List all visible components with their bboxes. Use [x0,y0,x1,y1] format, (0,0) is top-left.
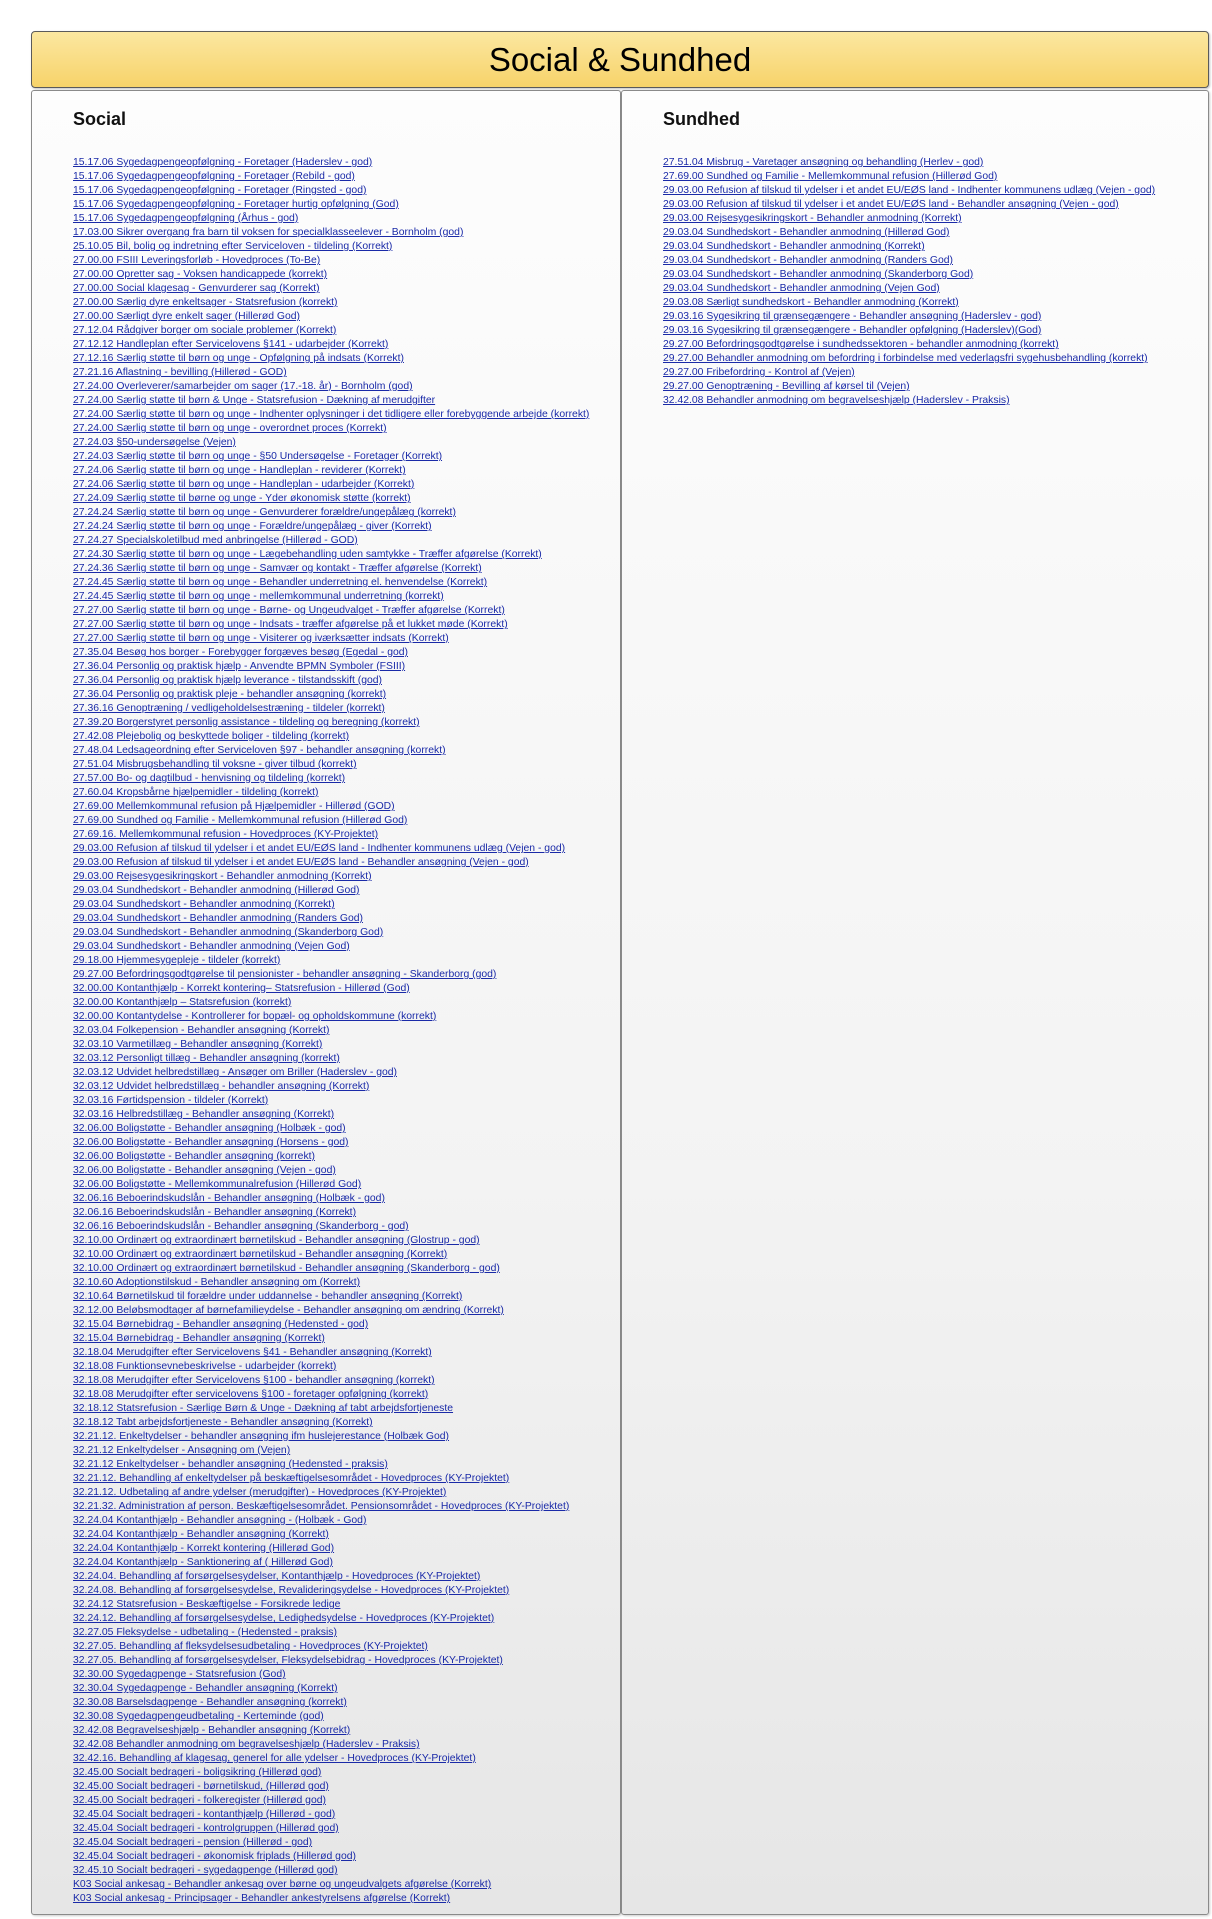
social-list-item [73,462,589,476]
social-list-item [73,364,589,378]
social-process-link[interactable]: 27.00.00 Opretter sag - Voksen handicappede (korrekt) [73,269,328,280]
social-process-link[interactable]: 29.18.00 Hjemmesygepleje - tildeler (korrekt) [73,955,281,966]
social-process-link[interactable]: 32.00.00 Kontanthjælp - Korrekt kontering– Statsrefusion - Hillerød (God) [73,983,410,994]
social-process-link[interactable]: 27.69.00 Sundhed og Familie - Mellemkommunal refusion (Hillerød God) [73,815,408,826]
social-process-link[interactable]: 27.12.12 Handleplan efter Servicelovens §141 - udarbejder (Korrekt) [73,339,389,350]
social-process-link[interactable]: 17.03.00 Sikrer overgang fra barn til voksen for specialklasseelever - Bornholm (god) [73,227,464,238]
social-process-link[interactable]: 32.45.04 Socialt bedrageri - kontrolgruppen (Hillerød god) [73,1823,339,1834]
social-process-link[interactable]: 32.45.04 Socialt bedrageri - pension (Hillerød - god) [73,1837,313,1848]
social-list-item [73,630,589,644]
social-list-item [73,252,589,266]
social-process-link[interactable]: 27.24.24 Særlig støtte til børn og unge - Genvurderer forældre/ungepålæg (korrekt) [73,507,456,518]
social-process-link[interactable]: 32.30.00 Sygedagpenge - Statsrefusion (God) [73,1669,286,1680]
social-process-link[interactable]: 27.21.16 Aflastning - bevilling (Hillerød - GOD) [73,367,287,378]
social-process-link[interactable]: 27.24.27 Specialskoletilbud med anbringelse (Hillerød - GOD) [73,535,358,546]
social-list-item [73,378,589,392]
sundhed-list-item [663,210,1155,224]
social-list-item [73,700,589,714]
social-process-link[interactable]: 32.24.04 Kontanthjælp - Korrekt kontering (Hillerød God) [73,1543,335,1554]
social-list-item [73,294,589,308]
social-process-link[interactable]: 27.00.00 Social klagesag - Genvurderer sag (Korrekt) [73,283,320,294]
social-process-link[interactable]: 27.36.04 Personlig og praktisk hjælp - Anvendte BPMN Symboler (FSIII) [73,661,406,672]
social-list-item [73,490,589,504]
social-list-item [73,336,589,350]
social-list-item [73,686,589,700]
social-process-link[interactable]: 27.69.16. Mellemkommunal refusion - Hovedproces (KY-Projektet) [73,829,379,840]
social-process-link[interactable]: 29.03.04 Sundhedskort - Behandler anmodning (Hillerød God) [73,885,360,896]
social-process-link[interactable]: 27.00.00 Særlig dyre enkeltsager - Statsrefusion (korrekt) [73,297,338,308]
sundhed-list-item [663,364,1155,378]
social-list-item [73,168,589,182]
social-process-link[interactable]: 27.24.00 Overleverer/samarbejder om sager (17.-18. år) - Bornholm (god) [73,381,413,392]
social-list-item [73,350,589,364]
social-list-item [73,308,589,322]
social-process-link[interactable]: 27.24.06 Særlig støtte til børn og unge - Handleplan - reviderer (Korrekt) [73,465,406,476]
social-process-link[interactable]: 32.12.00 Beløbsmodtager af børnefamilieydelse - Behandler ansøgning om ændring (Korrekt) [73,1305,504,1316]
social-list-item [73,266,589,280]
social-heading: Social [73,109,127,129]
social-list-item [73,1554,589,1568]
social-list-item [73,322,589,336]
social-process-link[interactable]: 27.35.04 Besøg hos borger - Forebygger forgæves besøg (Egedal - god) [73,647,408,658]
social-list-item [73,1260,589,1274]
social-list-item [73,1190,589,1204]
social-list-item [73,854,589,868]
social-list-item [73,1820,589,1834]
social-process-link[interactable]: 27.57.00 Bo- og dagtilbud - henvisning og tildeling (korrekt) [73,773,346,784]
social-list-item [73,798,589,812]
social-list-item [73,1624,589,1638]
social-list-item [73,448,589,462]
social-process-link[interactable]: 27.48.04 Ledsageordning efter Serviceloven §97 - behandler ansøgning (korrekt) [73,745,446,756]
sundhed-process-link[interactable]: 29.03.04 Sundhedskort - Behandler anmodning (Randers God) [663,255,953,266]
social-list-item [73,714,589,728]
sundhed-process-link[interactable]: 27.51.04 Misbrug - Varetager ansøgning og behandling (Herlev - god) [663,157,984,168]
social-process-link[interactable]: 32.10.64 Børnetilskud til forældre under uddannelse - behandler ansøgning (Korrekt) [73,1291,463,1302]
social-list-item [73,1274,589,1288]
social-list-item [73,1792,589,1806]
social-list-item [73,868,589,882]
social-list-item [73,182,589,196]
social-list-item [73,406,589,420]
social-process-link[interactable]: 32.21.12 Enkeltydelser - behandler ansøgning (Hedensted - praksis) [73,1459,388,1470]
social-process-link[interactable]: 15.17.06 Sygedagpengeopfølgning - Foretager (Ringsted - god) [73,185,367,196]
sundhed-process-link[interactable]: 29.03.04 Sundhedskort - Behandler anmodning (Korrekt) [663,241,925,252]
social-process-link[interactable]: 32.10.60 Adoptionstilskud - Behandler ansøgning om (Korrekt) [73,1277,361,1288]
sundhed-heading: Sundhed [663,109,740,129]
social-list-item [73,1526,589,1540]
social-list-item [73,1512,589,1526]
social-process-link[interactable]: 32.10.00 Ordinært og extraordinært børnetilskud - Behandler ansøgning (Glostrup - god) [73,1235,480,1246]
social-list-item [73,574,589,588]
social-process-link[interactable]: 32.24.04 Kontanthjælp - Behandler ansøgning - (Holbæk - God) [73,1515,367,1526]
sundhed-process-link[interactable]: 29.03.00 Refusion af tilskud til ydelser i et andet EU/EØS land - Indhenter kommunens udlæg (Vejen - god) [663,185,1156,196]
social-process-link[interactable]: 32.45.04 Socialt bedrageri - kontanthjælp (Hillerød - god) [73,1809,336,1820]
social-process-link[interactable]: 32.18.12 Tabt arbejdsfortjeneste - Behandler ansøgning (Korrekt) [73,1417,373,1428]
sundhed-list-item [663,308,1155,322]
social-list-item [73,1834,589,1848]
social-list-item [73,1316,589,1330]
social-process-link[interactable]: 32.10.00 Ordinært og extraordinært børnetilskud - Behandler ansøgning (Skanderborg - god) [73,1263,500,1274]
social-list-item [73,1134,589,1148]
social-process-link[interactable]: 32.30.08 Barselsdagpenge - Behandler ansøgning (korrekt) [73,1697,347,1708]
social-list-item [73,658,589,672]
social-list-item [73,994,589,1008]
social-list-item [73,1428,589,1442]
social-process-link[interactable]: 27.36.04 Personlig og praktisk pleje - behandler ansøgning (korrekt) [73,689,387,700]
sundhed-list-item [663,350,1155,364]
social-process-link[interactable]: 32.30.08 Sygedagpengeudbetaling - Kerteminde (god) [73,1711,324,1722]
social-list-item [73,1694,589,1708]
social-process-link[interactable]: 25.10.05 Bil, bolig og indretning efter Serviceloven - tildeling (Korrekt) [73,241,393,252]
social-process-link[interactable]: 29.03.00 Rejsesygesikringskort - Behandler anmodning (Korrekt) [73,871,372,882]
social-process-link[interactable]: 32.03.12 Personligt tillæg - Behandler ansøgning (korrekt) [73,1053,340,1064]
social-list-item [73,840,589,854]
social-list-item [73,1722,589,1736]
sundhed-list-item [663,336,1155,350]
social-process-link[interactable]: 27.24.00 Særlig støtte til børn & Unge - Statsrefusion - Dækning af merudgifter [73,395,436,406]
sundhed-process-link[interactable]: 29.27.00 Behandler anmodning om befordring i forbindelse med vederlagsfri sygehusbehandling (korrekt) [663,353,1148,364]
social-process-link[interactable]: 27.60.04 Kropsbårne hjælpemidler - tildeling (korrekt) [73,787,319,798]
social-list-item [73,1148,589,1162]
social-list-item [73,1050,589,1064]
sundhed-process-link[interactable]: 29.27.00 Befordringsgodtgørelse i sundhedssektoren - behandler anmodning (korrekt) [663,339,1059,350]
social-list-item [73,1456,589,1470]
social-process-link[interactable]: 32.06.00 Boligstøtte - Behandler ansøgning (Vejen - god) [73,1165,336,1176]
sundhed-list-item [663,238,1155,252]
sundhed-list-item [663,378,1155,392]
social-list-item [73,644,589,658]
social-list-item [73,434,589,448]
sundhed-process-link[interactable]: 27.69.00 Sundhed og Familie - Mellemkommunal refusion (Hillerød God) [663,171,998,182]
social-process-link[interactable]: 15.17.06 Sygedagpengeopfølgning (Århus - god) [73,213,299,224]
sundhed-list-item [663,322,1155,336]
social-process-link[interactable]: K03 Social ankesag - Behandler ankesag over børne og ungeudvalgets afgørelse (Korrekt) [73,1879,492,1890]
social-list-item [73,1036,589,1050]
social-process-link[interactable]: 27.24.03 Særlig støtte til børn og unge - §50 Undersøgelse - Foretager (Korrekt) [73,451,443,462]
social-list-item [73,770,589,784]
social-process-link[interactable]: 15.17.06 Sygedagpengeopfølgning - Foretager (Rebild - god) [73,171,355,182]
social-list-item [73,1330,589,1344]
social-process-link[interactable]: 32.27.05 Fleksydelse - udbetaling - (Hedensted - praksis) [73,1627,337,1638]
social-process-link[interactable]: 32.42.16. Behandling af klagesag, generel for alle ydelser - Hovedproces (KY-Projektet) [73,1753,476,1764]
sundhed-list-item [663,266,1155,280]
social-process-link[interactable]: 32.00.00 Kontantydelse - Kontrollerer for bopæl- og opholdskommune (korrekt) [73,1011,437,1022]
social-process-link[interactable]: 27.27.00 Særlig støtte til børn og unge - Indsats - træffer afgørelse på et lukket møde (Korrekt) [73,619,508,630]
social-list-item [73,1470,589,1484]
social-process-link[interactable]: K03 Social ankesag - Principsager - Behandler ankestyrelsens afgørelse (Korrekt) [73,1893,451,1904]
social-process-link[interactable]: 27.24.00 Særlig støtte til børn og unge - Indhenter oplysninger i det tidligere eller forebyggende arbejde (korrekt) [73,409,590,420]
social-process-link[interactable]: 32.06.00 Boligstøtte - Behandler ansøgning (korrekt) [73,1151,315,1162]
social-list-item [73,742,589,756]
social-process-link[interactable]: 32.00.00 Kontanthjælp – Statsrefusion (korrekt) [73,997,292,1008]
social-process-link[interactable]: 27.24.00 Særlig støtte til børn og unge - overordnet proces (Korrekt) [73,423,387,434]
sundhed-list-item [663,294,1155,308]
social-process-link[interactable]: 27.24.30 Særlig støtte til børn og unge - Lægebehandling uden samtykke - Træffer afgørelse (Korrekt) [73,549,542,560]
social-process-link[interactable]: 27.36.04 Personlig og praktisk hjælp leverance - tilstandsskift (god) [73,675,382,686]
social-process-link[interactable]: 27.39.20 Borgerstyret personlig assistance - tildeling og beregning (korrekt) [73,717,420,728]
social-process-link[interactable]: 32.24.08. Behandling af forsørgelsesydelse, Revalideringsydelse - Hovedproces (KY-Projektet) [73,1585,510,1596]
social-process-link[interactable]: 32.03.04 Folkepension - Behandler ansøgning (Korrekt) [73,1025,330,1036]
social-process-link[interactable]: 32.42.08 Begravelseshjælp - Behandler ansøgning (Korrekt) [73,1725,351,1736]
sundhed-link-list [663,154,1155,406]
social-process-link[interactable]: 32.24.04 Kontanthjælp - Sanktionering af ( Hillerød God) [73,1557,333,1568]
sundhed-panel [621,90,1209,1915]
social-list-item [73,1288,589,1302]
social-list-item [73,1302,589,1316]
social-process-link[interactable]: 32.06.16 Beboerindskudslån - Behandler ansøgning (Korrekt) [73,1207,357,1218]
social-process-link[interactable]: 27.24.45 Særlig støtte til børn og unge - mellemkommunal underretning (korrekt) [73,591,444,602]
sundhed-list-item [663,168,1155,182]
social-process-link[interactable]: 32.21.12. Behandling af enkeltydelser på beskæftigelsesområdet - Hovedproces (KY-Projektet) [73,1473,510,1484]
social-list-item [73,546,589,560]
social-process-link[interactable]: 27.00.00 FSIII Leveringsforløb - Hovedproces (To-Be) [73,255,321,266]
social-process-link[interactable]: 32.45.00 Socialt bedrageri - boligsikring (Hillerød god) [73,1767,322,1778]
social-panel [31,90,621,1915]
social-process-link[interactable]: 27.12.16 Særlig støtte til børn og unge - Opfølgning på indsats (Korrekt) [73,353,404,364]
social-process-link[interactable]: 32.45.00 Socialt bedrageri - børnetilskud, (Hillerød god) [73,1781,329,1792]
social-list-item [73,1652,589,1666]
social-list-item [73,1848,589,1862]
sundhed-process-link[interactable]: 29.03.16 Sygesikring til grænsegængere - Behandler opfølgning (Haderslev)(God) [663,325,1042,336]
social-process-link[interactable]: 29.03.04 Sundhedskort - Behandler anmodning (Randers God) [73,913,363,924]
sundhed-process-link[interactable]: 29.27.00 Genoptræning - Bevilling af kørsel til (Vejen) [663,381,910,392]
social-process-link[interactable]: 27.00.00 Særligt dyre enkelt sager (Hillerød God) [73,311,300,322]
social-process-link[interactable]: 32.15.04 Børnebidrag - Behandler ansøgning (Hedensted - god) [73,1319,369,1330]
social-process-link[interactable]: 29.03.04 Sundhedskort - Behandler anmodning (Korrekt) [73,899,335,910]
social-process-link[interactable]: 32.15.04 Børnebidrag - Behandler ansøgning (Korrekt) [73,1333,325,1344]
social-list-item [73,504,589,518]
social-process-link[interactable]: 27.24.45 Særlig støtte til børn og unge - Behandler underretning el. henvendelse (Korrekt) [73,577,488,588]
social-list-item [73,560,589,574]
sundhed-list-item [663,182,1155,196]
social-list-item [73,1764,589,1778]
social-process-link[interactable]: 15.17.06 Sygedagpengeopfølgning - Foretager hurtig opfølgning (God) [73,199,399,210]
social-process-link[interactable]: 32.30.04 Sygedagpenge - Behandler ansøgning (Korrekt) [73,1683,338,1694]
social-list-item [73,1386,589,1400]
social-process-link[interactable]: 32.18.12 Statsrefusion - Særlige Børn & Unge - Dækning af tabt arbejdsfortjeneste [73,1403,454,1414]
social-process-link[interactable]: 32.21.12. Udbetaling af andre ydelser (merudgifter) - Hovedproces (KY-Projektet) [73,1487,447,1498]
social-process-link[interactable]: 32.03.12 Udvidet helbredstillæg - behandler ansøgning (Korrekt) [73,1081,370,1092]
social-process-link[interactable]: 32.06.16 Beboerindskudslån - Behandler ansøgning (Holbæk - god) [73,1193,385,1204]
social-list-item [73,1680,589,1694]
social-list-item [73,1400,589,1414]
sundhed-list-item [663,392,1155,406]
social-list-item [73,1708,589,1722]
social-list-item [73,1358,589,1372]
social-process-link[interactable]: 32.24.12. Behandling af forsørgelsesydelse, Ledighedsydelse - Hovedproces (KY-Projektet) [73,1613,495,1624]
social-list-item [73,910,589,924]
sundhed-process-link[interactable]: 29.03.16 Sygesikring til grænsegængere - Behandler ansøgning (Haderslev - god) [663,311,1042,322]
page-banner [31,31,1209,88]
social-list-item [73,1498,589,1512]
sundhed-list-item [663,224,1155,238]
social-process-link[interactable]: 32.18.04 Merudgifter efter Servicelovens §41 - Behandler ansøgning (Korrekt) [73,1347,432,1358]
social-process-link[interactable]: 32.45.10 Socialt bedrageri - sygedagpenge (Hillerød god) [73,1865,338,1876]
social-list-item [73,1008,589,1022]
social-list-item [73,1372,589,1386]
social-process-link[interactable]: 32.06.00 Boligstøtte - Behandler ansøgning (Holbæk - god) [73,1123,346,1134]
social-list-item [73,616,589,630]
social-process-link[interactable]: 29.03.00 Refusion af tilskud til ydelser i et andet EU/EØS land - Behandler ansøgning (Vejen - god) [73,857,529,868]
social-list-item [73,280,589,294]
social-process-link[interactable]: 29.03.00 Refusion af tilskud til ydelser i et andet EU/EØS land - Indhenter kommunens udlæg (Vejen - god) [73,843,566,854]
social-list-item [73,1638,589,1652]
social-list-item [73,1022,589,1036]
social-list-item [73,224,589,238]
social-list-item [73,1582,589,1596]
sundhed-process-link[interactable]: 32.42.08 Behandler anmodning om begravelseshjælp (Haderslev - Praksis) [663,395,1010,406]
social-list-item [73,826,589,840]
social-process-link[interactable]: 27.12.04 Rådgiver borger om sociale problemer (Korrekt) [73,325,337,336]
social-process-link[interactable]: 32.27.05. Behandling af fleksydelsesudbetaling - Hovedproces (KY-Projektet) [73,1641,428,1652]
social-link-list [73,154,589,1904]
social-process-link[interactable]: 27.69.00 Mellemkommunal refusion på Hjælpemidler - Hillerød (GOD) [73,801,395,812]
social-list-item [73,1344,589,1358]
social-process-link[interactable]: 27.24.06 Særlig støtte til børn og unge - Handleplan - udarbejder (Korrekt) [73,479,415,490]
social-list-item [73,476,589,490]
social-process-link[interactable]: 32.42.08 Behandler anmodning om begravelseshjælp (Haderslev - Praksis) [73,1739,420,1750]
social-process-link[interactable]: 32.27.05. Behandling af forsørgelsesydelser, Fleksydelsebidrag - Hovedproces (KY-Projektet) [73,1655,503,1666]
social-list-item [73,1484,589,1498]
social-list-item [73,532,589,546]
social-process-link[interactable]: 15.17.06 Sygedagpengeopfølgning - Foretager (Haderslev - god) [73,157,373,168]
social-process-link[interactable]: 27.36.16 Genoptræning / vedligeholdelsestræning - tildeler (korrekt) [73,703,385,714]
sundhed-process-link[interactable]: 29.03.04 Sundhedskort - Behandler anmodning (Skanderborg God) [663,269,974,280]
social-process-link[interactable]: 32.21.12. Enkeltydelser - behandler ansøgning ifm huslejerestance (Holbæk God) [73,1431,450,1442]
social-list-item [73,966,589,980]
social-list-item [73,210,589,224]
social-list-item [73,1736,589,1750]
social-list-item [73,1750,589,1764]
social-list-item [73,1540,589,1554]
social-list-item [73,1092,589,1106]
social-list-item [73,238,589,252]
social-process-link[interactable]: 32.45.04 Socialt bedrageri - økonomisk friplads (Hillerød god) [73,1851,356,1862]
social-process-link[interactable]: 32.10.00 Ordinært og extraordinært børnetilskud - Behandler ansøgning (Korrekt) [73,1249,448,1260]
social-list-item [73,728,589,742]
sundhed-process-link[interactable]: 29.03.00 Refusion af tilskud til ydelser i et andet EU/EØS land - Behandler ansøgning (Vejen - god) [663,199,1119,210]
social-list-item [73,1568,589,1582]
social-process-link[interactable]: 27.27.00 Særlig støtte til børn og unge - Børne- og Ungeudvalget - Træffer afgørelse (Korrekt) [73,605,505,616]
social-process-link[interactable]: 29.03.04 Sundhedskort - Behandler anmodning (Vejen God) [73,941,350,952]
social-list-item [73,1204,589,1218]
social-process-link[interactable]: 27.51.04 Misbrugsbehandling til voksne - giver tilbud (korrekt) [73,759,357,770]
social-list-item [73,784,589,798]
social-process-link[interactable]: 32.18.08 Merudgifter efter Servicelovens §100 - behandler ansøgning (korrekt) [73,1375,435,1386]
social-list-item [73,896,589,910]
social-list-item [73,588,589,602]
social-list-item [73,1176,589,1190]
social-list-item [73,1876,589,1890]
social-list-item [73,1666,589,1680]
social-list-item [73,420,589,434]
social-list-item [73,938,589,952]
social-process-link[interactable]: 29.27.00 Befordringsgodtgørelse til pensionister - behandler ansøgning - Skanderborg (god) [73,969,497,980]
social-process-link[interactable]: 32.18.08 Merudgifter efter servicelovens §100 - foretager opfølgning (korrekt) [73,1389,429,1400]
social-list-item [73,602,589,616]
social-list-item [73,1862,589,1876]
social-process-link[interactable]: 32.03.16 Helbredstillæg - Behandler ansøgning (Korrekt) [73,1109,335,1120]
social-process-link[interactable]: 32.06.00 Boligstøtte - Mellemkommunalrefusion (Hillerød God) [73,1179,362,1190]
social-process-link[interactable]: 32.03.16 Førtidspension - tildeler (Korrekt) [73,1095,269,1106]
social-process-link[interactable]: 27.24.24 Særlig støtte til børn og unge - Forældre/ungepålæg - giver (Korrekt) [73,521,432,532]
social-process-link[interactable]: 27.27.00 Særlig støtte til børn og unge - Visiterer og iværksætter indsats (Korrekt) [73,633,449,644]
social-process-link[interactable]: 29.03.04 Sundhedskort - Behandler anmodning (Skanderborg God) [73,927,384,938]
social-list-item [73,980,589,994]
social-list-item [73,952,589,966]
social-process-link[interactable]: 27.42.08 Plejebolig og beskyttede boliger - tildeling (korrekt) [73,731,350,742]
social-list-item [73,924,589,938]
social-list-item [73,1106,589,1120]
social-list-item [73,154,589,168]
social-process-link[interactable]: 32.06.16 Beboerindskudslån - Behandler ansøgning (Skanderborg - god) [73,1221,409,1232]
social-list-item [73,1162,589,1176]
social-list-item [73,196,589,210]
social-process-link[interactable]: 32.03.12 Udvidet helbredstillæg - Ansøger om Briller (Haderslev - god) [73,1067,397,1078]
sundhed-list-item [663,196,1155,210]
social-process-link[interactable]: 32.03.10 Varmetillæg - Behandler ansøgning (Korrekt) [73,1039,323,1050]
social-list-item [73,518,589,532]
social-list-item [73,1218,589,1232]
social-list-item [73,1246,589,1260]
social-list-item [73,1778,589,1792]
sundhed-process-link[interactable]: 29.03.08 Særligt sundhedskort - Behandler anmodning (Korrekt) [663,297,959,308]
sundhed-list-item [663,280,1155,294]
social-list-item [73,1078,589,1092]
social-list-item [73,672,589,686]
social-process-link[interactable]: 32.21.32. Administration af person. Beskæftigelsesområdet. Pensionsområdet - Hovedproces (KY-Projektet) [73,1501,570,1512]
social-process-link[interactable]: 32.21.12 Enkeltydelser - Ansøgning om (Vejen) [73,1445,291,1456]
sundhed-process-link[interactable]: 29.27.00 Fribefordring - Kontrol af (Vejen) [663,367,855,378]
social-list-item [73,812,589,826]
social-list-item [73,1596,589,1610]
social-process-link[interactable]: 32.45.00 Socialt bedrageri - folkeregister (Hillerød god) [73,1795,326,1806]
social-process-link[interactable]: 32.24.04 Kontanthjælp - Behandler ansøgning (Korrekt) [73,1529,329,1540]
sundhed-list-item [663,154,1155,168]
social-list-item [73,756,589,770]
sundhed-process-link[interactable]: 29.03.00 Rejsesygesikringskort - Behandler anmodning (Korrekt) [663,213,962,224]
social-list-item [73,1442,589,1456]
social-list-item [73,1064,589,1078]
sundhed-process-link[interactable]: 29.03.04 Sundhedskort - Behandler anmodning (Hillerød God) [663,227,950,238]
social-process-link[interactable]: 32.06.00 Boligstøtte - Behandler ansøgning (Horsens - god) [73,1137,349,1148]
page-title: Social & Sundhed [488,40,752,78]
social-process-link[interactable]: 32.24.12 Statsrefusion - Beskæftigelse - Forsikrede ledige [73,1599,341,1610]
social-process-link[interactable]: 27.24.09 Særlig støtte til børne og unge - Yder økonomisk støtte (korrekt) [73,493,411,504]
social-list-item [73,1232,589,1246]
social-list-item [73,1806,589,1820]
social-process-link[interactable]: 32.24.04. Behandling af forsørgelsesydelser, Kontanthjælp - Hovedproces (KY-Projektet) [73,1571,481,1582]
social-list-item [73,392,589,406]
social-process-link[interactable]: 32.18.08 Funktionsevnebeskrivelse - udarbejder (korrekt) [73,1361,337,1372]
social-process-link[interactable]: 27.24.36 Særlig støtte til børn og unge - Samvær og kontakt - Træffer afgørelse (Korrekt) [73,563,482,574]
social-list-item [73,1610,589,1624]
social-list-item [73,1414,589,1428]
social-list-item [73,1890,589,1904]
social-list-item [73,1120,589,1134]
sundhed-process-link[interactable]: 29.03.04 Sundhedskort - Behandler anmodning (Vejen God) [663,283,940,294]
social-list-item [73,882,589,896]
social-process-link[interactable]: 27.24.03 §50-undersøgelse (Vejen) [73,437,236,448]
sundhed-list-item [663,252,1155,266]
